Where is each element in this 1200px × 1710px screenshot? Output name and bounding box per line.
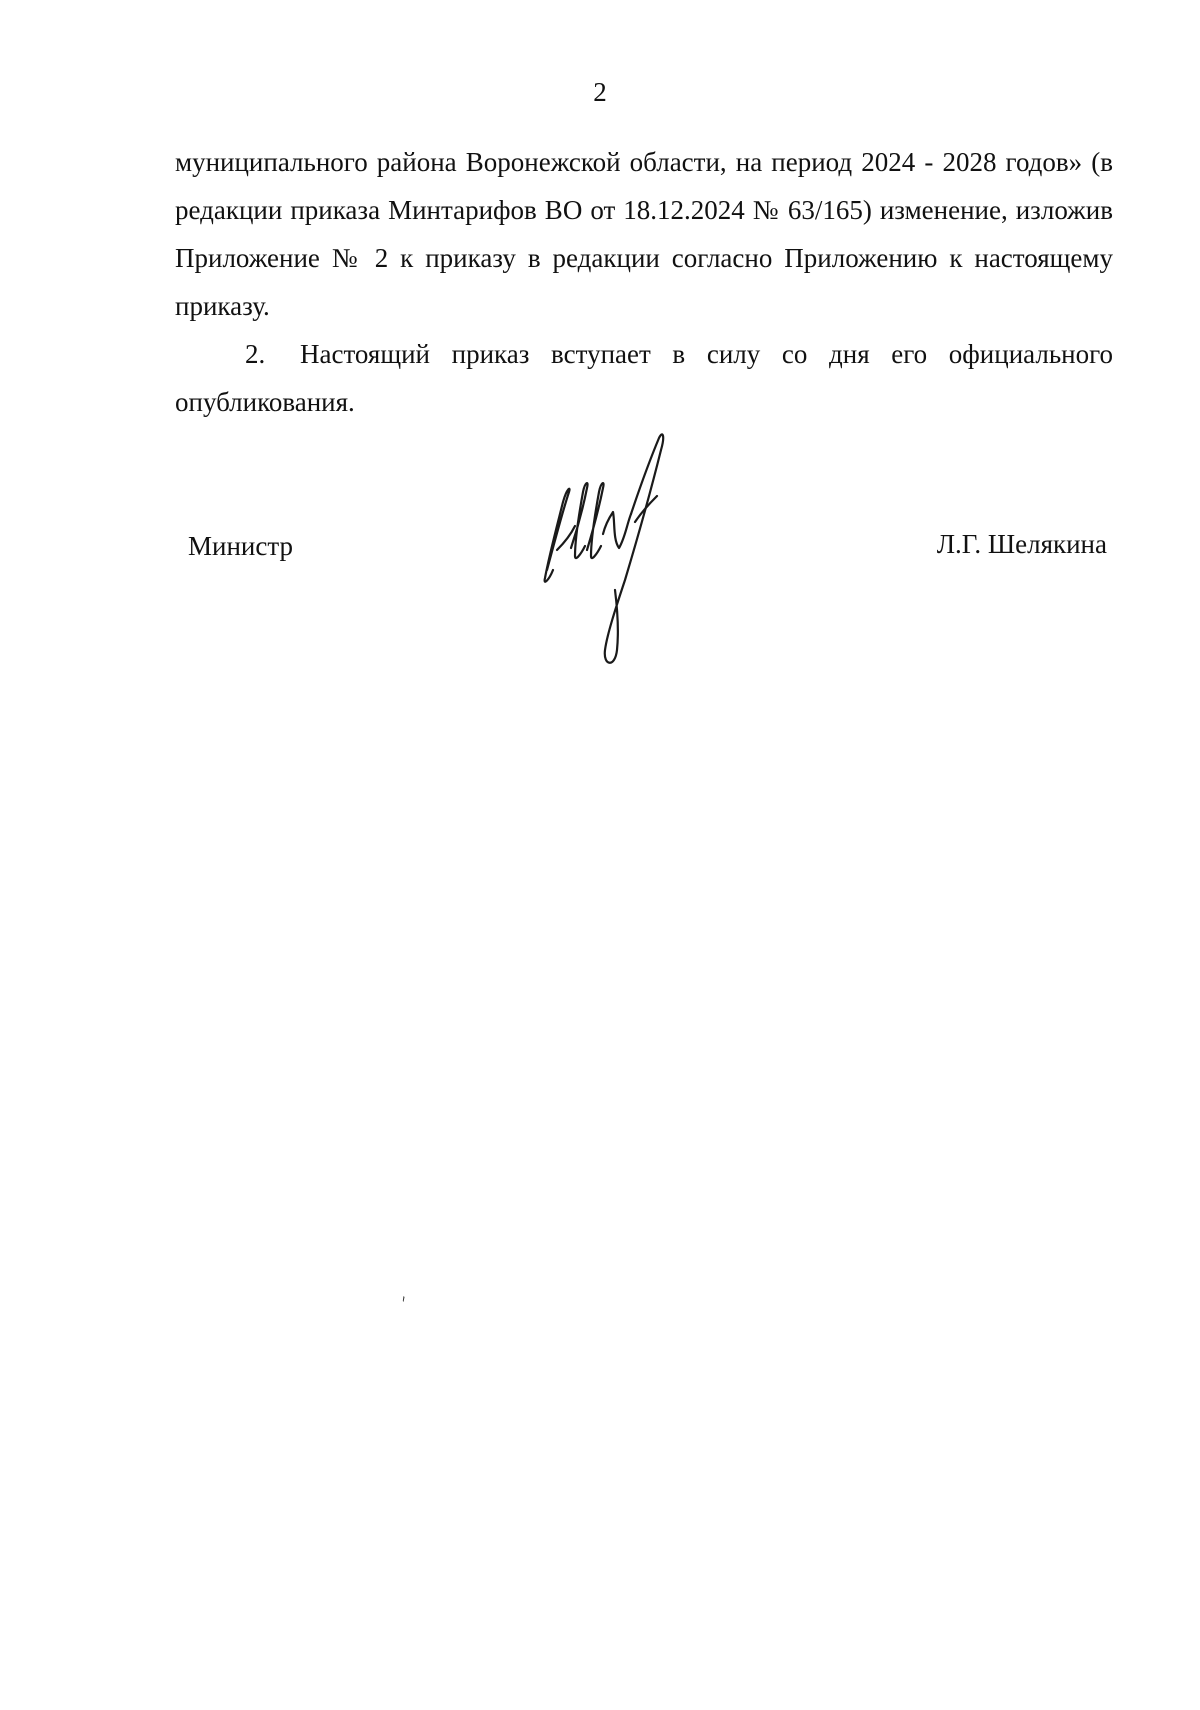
scan-speck-icon <box>402 1296 405 1302</box>
handwritten-signature-icon <box>535 430 695 675</box>
item-text: Настоящий приказ вступает в силу со дня его официального опубликования. <box>175 339 1113 417</box>
signer-name: Л.Г. Шелякина <box>936 529 1107 559</box>
page-number: 2 <box>593 77 607 107</box>
document-body <box>175 138 1113 426</box>
signer-position: Министр <box>188 531 293 561</box>
item-number: 2. <box>245 339 266 369</box>
paragraph-item-2 <box>175 330 1113 426</box>
paragraph-continuation: муниципального района Воронежской области, на период 2024 - 2028 годов» (в редакции приказа Минтарифов ВО от 18.12.2024 № 63/165) изменение, изложив Приложение № 2 к приказу в редакции согласно Приложению к настоящему приказу. <box>175 147 1113 321</box>
